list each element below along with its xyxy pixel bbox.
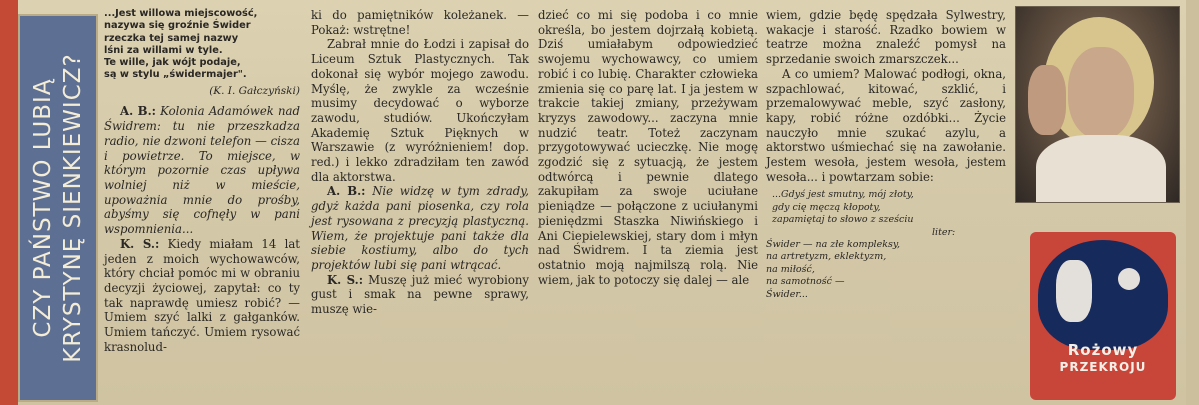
column-4 [766, 8, 1006, 301]
poem-intro [766, 189, 1006, 239]
motto-line: rzeczka tej samej nazwy [104, 32, 239, 44]
answer-2 [311, 273, 529, 317]
poem-body [766, 239, 1006, 301]
question-1 [104, 104, 300, 236]
poem-line: Świder... [766, 288, 808, 300]
poem-line: ...Gdyś jest smutny, mój złoty, [772, 189, 914, 201]
poem-line: zapamiętaj to słowo z sześciu [772, 214, 914, 226]
right-page-edge [1186, 0, 1199, 405]
rozowy-przekroj-logo [1030, 232, 1176, 400]
photo-face-shape [1068, 47, 1134, 139]
photo-body-shape [1036, 135, 1166, 203]
paragraph: dzieć co mi się podoba i co mnie określa, bo jestem dojrzałą kobietą. Dziś umiałabym odpowiedzieć swojemu wychowawcy, co umiem robić i co lubię. Charakter człowieka zmienia się co parę lat. I ja jestem w trakcie takiej zmiany, przeżywam kryzys zawodowy... zaczyna mnie nudzić teatr. Toteż zaczynam przygotowywać ucieczkę. Nie mogę zgodzić się z sytuacją, że jestem odtwórcą i pewnie dlatego zakupiłam za swoje uciułane pieniądze — połączone z uciułanymi pieniędzmi Staszka Niwińskiego i Ani Ciepielewskiej, stary dom i młyn nad Świdrem. I ta ziemia jest ostatnio moją najmilszą rolą. Nie wiem, jak to potoczy się dalej — ale [538, 8, 758, 287]
title-rotated [28, 16, 88, 400]
motto-source: (K. I. Gałczyński) [209, 84, 300, 97]
paragraph: ki do pamiętników koleżanek. — Pokaż: wstrętne! [311, 8, 529, 37]
poem-line: gdy cię męczą kłopoty, [772, 201, 881, 213]
motto-line: są w stylu „świdermajer". [104, 69, 247, 81]
speaker-label: A. B.: [327, 184, 366, 199]
title-band [18, 14, 98, 402]
photo-hand-shape [1028, 65, 1066, 135]
paragraph: A co umiem? Malować podłogi, okna, szpachlować, kitować, szklić, i przemalowywać meble, szyć zasłony, kapy, robić różne ozdóbki... Życie nauczyło mnie szukać azylu, a aktorstwo uśmiechać się na zawołanie. Jestem wesoła, jestem wesoła, jestem wesoła... i powtarzam sobie: [766, 66, 1006, 184]
poem-line: Świder — na złe kompleksy, [766, 239, 900, 251]
question-2 [311, 184, 529, 272]
motto-line: ...Jest willowa miejscowość, [104, 8, 258, 19]
poem-line: na artretyzm, eklektyzm, [766, 251, 887, 263]
paragraph: wiem, gdzie będę spędzała Sylwestry, wakacje i starość. Rzadko bowiem w teatrze można znaleźć pomysł na sprzedanie swoich zmarszczek... [766, 8, 1006, 67]
speaker-label: A. B.: [120, 104, 156, 119]
paragraph: Zabrał mnie do Łodzi i zapisał do Liceum Sztuk Plastycznych. Tak dokonał się wybór mojego zawodu. Myślę, że zwykle za wcześnie musimy decydować o wyborze zawodu, studiów. Ukończyłam Akademię Sztuk Pięknych w Warszawie (z wyróżnieniem! dop. red.) i lekko zdradziłam ten zawód dla aktorstwa. [311, 37, 529, 184]
motto-line: lśni za willami w tyle. [104, 44, 223, 56]
column-2 [311, 8, 529, 317]
poem-line: na samotność — [766, 276, 845, 288]
logo-word-2: PRZEKROJU [1059, 360, 1147, 374]
logo-word-1: Rożowy [1067, 341, 1139, 359]
column-3 [538, 8, 758, 287]
question-text: Nie widzę w tym zdrady, gdyż każda pani piosenka, czy rola jest rysowana z precyzją plastyczną. Wiem, że projektuje pani także dla siebie kostiumy, albo do tych projektów lubi się pani wtrącać. [311, 184, 530, 272]
poem-line: na miłość, [766, 263, 815, 275]
speaker-label: K. S.: [120, 236, 160, 251]
column-1 [104, 8, 300, 354]
answer-text: Kiedy miałam 14 lat jeden z moich wychowawców, który chciał pomóc mi w obraniu decyzji życiowej, zapytał: co ty tak naprawdę umiesz robić? — Umiem szyć lalki z gałganków. Umiem tańczyć. Umiem rysować krasnolud- [104, 236, 300, 354]
answer-1 [104, 237, 300, 355]
logo-figure-icon [1056, 260, 1092, 322]
speaker-label: K. S.: [327, 272, 364, 287]
answer-text: Muszę już mieć wyrobiony gust i smak na pewne sprawy, muszę wie- [311, 272, 530, 317]
motto-line: Te wille, jak wójt podaje, [104, 57, 241, 69]
poem-line: liter: [932, 226, 956, 238]
portrait-photo [1015, 6, 1180, 203]
question-text: Kolonia Adamówek nad Świdrem: tu nie przeszkadza radio, nie dzwoni telefon — cisza i powietrze. To miejsce, w którym pozornie czas upływa wolniej niż w mieście, upoważnia mnie do prośby, abyśmy się cofnęły w pani wspomnienia... [104, 104, 300, 237]
logo-figure-head-icon [1118, 268, 1140, 290]
motto-line: nazywa się groźnie Świder [104, 20, 251, 32]
title-line-2: KRYSTYNĘ SIENKIEWICZ? [60, 53, 86, 363]
red-edge-strip [0, 0, 18, 405]
title-line-1: CZY PAŃSTWO LUBIĄ [30, 78, 56, 338]
